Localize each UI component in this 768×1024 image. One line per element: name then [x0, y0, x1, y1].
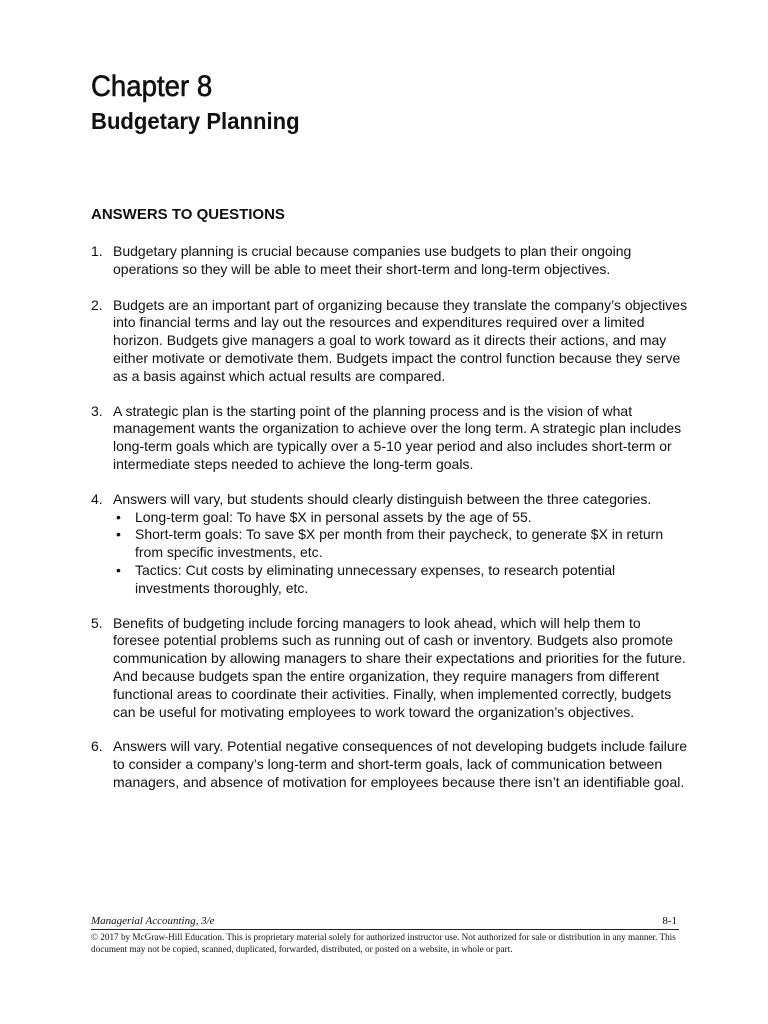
section-heading: ANSWERS TO QUESTIONS — [91, 206, 285, 223]
answer-number: 1. — [91, 243, 103, 259]
answer-number: 2. — [91, 296, 103, 313]
answers-list — [91, 243, 691, 792]
answer-item-1 — [91, 243, 691, 279]
answer-item-5 — [91, 615, 691, 722]
chapter-title: Chapter 8 — [91, 70, 213, 103]
footer-copyright: © 2017 by McGraw-Hill Education. This is proprietary material solely for authorized instructor use. Not authorized for sale or distribution in any manner. This document may not be copied, scanned, duplicated, forwarded, distributed, or posted on a website, in whole or part. — [91, 932, 676, 954]
answer-text: Answers will vary, but students should clearly distinguish between the three categories. — [113, 490, 652, 507]
answer-number: 6. — [91, 738, 103, 755]
footer-divider — [91, 929, 679, 930]
bullet-item: • Short-term goals: To save $X per month from their paycheck, to generate $X in return from specific investments, etc. — [113, 526, 691, 562]
answer-item-2 — [91, 297, 691, 386]
answer-text: Budgets are an important part of organizing because they translate the company’s objectives into financial terms and lay out the resources and expenditures required over a limited horizon. Budgets give managers a goal to work toward as it directs their actions, and may either motivate or demotivate them. Budgets impact the control function because they serve as a basis against which actual results are compared. — [113, 296, 688, 384]
answer-text: A strategic plan is the starting point of the planning process and is the vision of what management wants the organization to achieve over the long term. A strategic plan includes long-term goals which are typically over a 5-10 year period and also includes short-term or intermediate steps needed to achieve the long-term goals. — [113, 402, 682, 472]
answer-item-4 — [91, 491, 691, 598]
footer-book-title: Managerial Accounting, 3/e — [91, 915, 215, 927]
answer-text: Benefits of budgeting include forcing managers to look ahead, which will help them to foresee potential problems such as running out of cash or inventory. Budgets also promote communication by allowing managers to share their expectations and priorities for the future. And because budgets span the entire organization, they require managers from different functional areas to coordinate their activities. Finally, when implemented correctly, budgets can be useful for motivating employees to work toward the organization’s objectives. — [113, 614, 686, 720]
answer-item-6 — [91, 738, 691, 791]
chapter-subtitle: Budgetary Planning — [91, 108, 300, 134]
footer-page-number: 8-1 — [662, 915, 677, 927]
answer-bullet-list — [113, 509, 691, 598]
answer-text: Budgetary planning is crucial because companies use budgets to plan their ongoing operations so they will be able to meet their short-term and long-term objectives. — [113, 243, 632, 277]
answer-number: 5. — [91, 614, 103, 631]
answer-number: 3. — [91, 402, 103, 419]
answer-number: 4. — [91, 490, 103, 507]
answer-text: Answers will vary. Potential negative consequences of not developing budgets include failure to consider a company’s long-term and short-term goals, lack of communication between managers, and absence of motivation for employees because there isn’t an identifiable goal. — [113, 738, 688, 790]
answer-item-3 — [91, 403, 691, 474]
bullet-item: • Tactics: Cut costs by eliminating unnecessary expenses, to research potential investments thoroughly, etc. — [113, 562, 691, 598]
bullet-item: • Long-term goal: To have $X in personal assets by the age of 55. — [113, 509, 691, 527]
